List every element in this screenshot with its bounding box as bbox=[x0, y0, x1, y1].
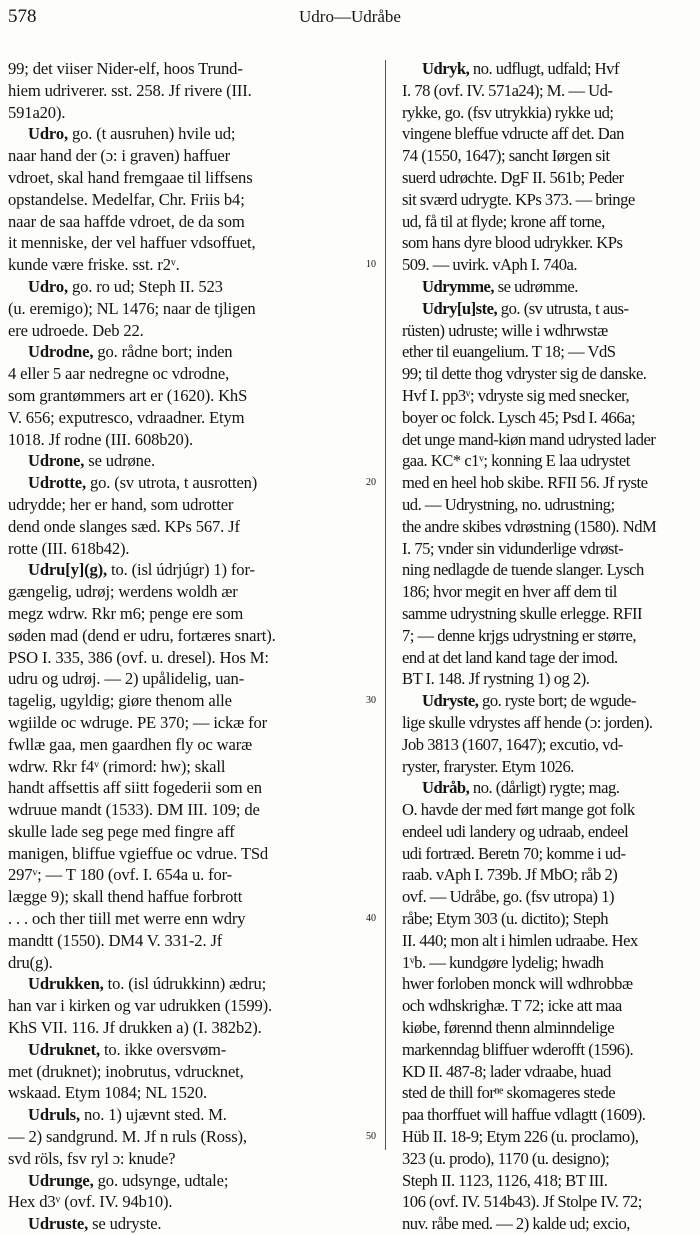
headword: Udrymme, bbox=[422, 276, 495, 296]
text-line bbox=[402, 276, 698, 298]
line-text: Steph II. 1123, 1126, 418; BT III. bbox=[402, 1170, 608, 1190]
line-text: ryster, fraryster. Etym 1026. bbox=[402, 756, 574, 776]
line-text: svd röls, fsv ryl ɔ: knude? bbox=[8, 1148, 176, 1168]
line-text: II. 440; mon alt i himlen udraabe. Hex bbox=[402, 930, 638, 950]
headword: Udrodne, bbox=[28, 342, 94, 362]
line-text: med en heel hob skibe. RFII 56. Jf ryste bbox=[402, 473, 648, 493]
line-text: 74 (1550, 1647); sancht Iørgen sit bbox=[402, 146, 610, 166]
line-text: vingene bleffue vdructe aff det. Dan bbox=[402, 124, 624, 144]
text-line bbox=[8, 516, 353, 538]
text-line bbox=[402, 102, 698, 124]
line-text: O. havde der med ført mange got folk bbox=[402, 800, 635, 820]
text-line bbox=[8, 930, 353, 952]
text-line bbox=[402, 843, 698, 865]
text-line bbox=[402, 1191, 698, 1213]
text-line bbox=[402, 1104, 698, 1126]
line-number-marker: 50 bbox=[366, 1131, 376, 1143]
text-line bbox=[8, 777, 353, 799]
left-column bbox=[8, 58, 353, 1235]
line-text: go. (sv utrusta, t aus- bbox=[497, 298, 629, 318]
line-text: se udrøne. bbox=[84, 451, 155, 471]
line-text: 186; hvor megit en hver aff dem til bbox=[402, 582, 617, 602]
line-text: go. ro ud; Steph II. 523 bbox=[67, 276, 223, 296]
line-text: Hüb II. 18-9; Etym 226 (u. proclamo), bbox=[402, 1127, 639, 1147]
text-line bbox=[402, 123, 698, 145]
line-text: 323 (u. prodo), 1170 (u. designo); bbox=[402, 1148, 610, 1168]
line-text: søden mad (dend er udru, fortæres snart). bbox=[8, 625, 276, 645]
line-text: it menniske, der vel haffuer vdsoffuet, bbox=[8, 233, 256, 253]
text-line bbox=[402, 930, 698, 952]
line-text: naar hand der (ɔ: i graven) haffuer bbox=[8, 146, 231, 166]
text-line bbox=[8, 1082, 353, 1104]
line-text: go. rådne bort; inden bbox=[93, 342, 233, 362]
text-line bbox=[8, 821, 353, 843]
line-text: fwllæ gaa, men gaardhen fly oc waræ bbox=[8, 734, 253, 754]
text-line bbox=[8, 80, 353, 102]
line-text: sit sværd udrygte. KPs 373. — bringe bbox=[402, 189, 635, 209]
line-text: megz wdrw. Rkr m6; penge ere som bbox=[8, 603, 244, 623]
column-divider bbox=[385, 60, 386, 1150]
text-line bbox=[8, 123, 353, 145]
line-text: naar de saa haffde vdroet, de da som bbox=[8, 211, 245, 231]
line-text: (u. eremigo); NL 1476; naar de tjligen bbox=[8, 298, 256, 318]
line-text: 99; til dette thog vdryster sig de danske. bbox=[402, 364, 647, 384]
text-line bbox=[402, 189, 698, 211]
headword: Udry[u]ste, bbox=[422, 298, 498, 318]
text-line bbox=[8, 1213, 353, 1235]
text-line bbox=[8, 690, 353, 712]
headword: Udru[y](g), bbox=[28, 560, 108, 580]
line-text: no. 1) ujævnt sted. M. bbox=[79, 1105, 227, 1125]
text-line bbox=[8, 581, 353, 603]
line-text: the andre skibes vdrøstning (1580). NdM bbox=[402, 516, 657, 536]
line-text: KD II. 487-8; lader vdraabe, huad bbox=[402, 1061, 611, 1081]
headword: Udryk, bbox=[422, 59, 470, 78]
text-line bbox=[8, 58, 353, 80]
text-line bbox=[8, 668, 353, 690]
text-line bbox=[8, 494, 353, 516]
line-text: — 2) sandgrund. M. Jf n ruls (Ross), bbox=[8, 1127, 247, 1147]
text-line bbox=[402, 734, 698, 756]
line-text: hiem udriverer. sst. 258. Jf rivere (III. bbox=[8, 80, 252, 100]
line-text: endeel udi landery og udraab, endeel bbox=[402, 821, 629, 841]
text-line bbox=[8, 995, 353, 1017]
line-text: ud, få til at flyde; krone aff torne, bbox=[402, 211, 605, 231]
headword: Udrone, bbox=[28, 451, 85, 471]
text-line bbox=[402, 1126, 698, 1148]
line-text: som hans dyre blood udrykker. KPs bbox=[402, 233, 623, 253]
line-text: no. (dårligt) rygte; mag. bbox=[469, 778, 620, 798]
line-text: kiøbe, førennd thenn alminndelige bbox=[402, 1018, 615, 1038]
text-line bbox=[402, 886, 698, 908]
text-line bbox=[8, 298, 353, 320]
line-number-marker: 20 bbox=[366, 477, 376, 489]
text-line bbox=[402, 429, 698, 451]
line-text: och wdhskrighæ. T 72; icke att maa bbox=[402, 996, 622, 1016]
text-line bbox=[8, 1061, 353, 1083]
line-text: lægge 9); skall thend haffue forbrott bbox=[8, 887, 243, 907]
text-line bbox=[402, 298, 698, 320]
text-line bbox=[8, 843, 353, 865]
headword: Udruls, bbox=[28, 1105, 80, 1125]
line-text: rotte (III. 618b42). bbox=[8, 538, 130, 558]
line-text: kunde være friske. sst. r2ᵛ. bbox=[8, 255, 180, 275]
text-line bbox=[8, 363, 353, 385]
line-text: go. udsynge, udtale; bbox=[93, 1170, 229, 1190]
text-line bbox=[402, 581, 698, 603]
line-text: to. (isl údrukkinn) ædru; bbox=[103, 974, 267, 994]
line-text: det unge mand-kiøn mand udrysted lader bbox=[402, 429, 656, 449]
text-line bbox=[8, 276, 353, 298]
line-text: Job 3813 (1607, 1647); excutio, vd- bbox=[402, 734, 623, 754]
line-text: mandtt (1550). DM4 V. 331-2. Jf bbox=[8, 930, 223, 950]
text-line bbox=[8, 450, 353, 472]
line-text: se udryste. bbox=[88, 1214, 162, 1234]
text-line bbox=[8, 908, 353, 930]
line-text: ere udroede. Deb 22. bbox=[8, 320, 144, 340]
line-text: to. (isl údrjúgr) 1) for- bbox=[107, 560, 255, 580]
line-text: dru(g). bbox=[8, 952, 53, 972]
text-line bbox=[8, 756, 353, 778]
text-line bbox=[8, 973, 353, 995]
line-text: ovf. — Udråbe, go. (fsv utropa) 1) bbox=[402, 887, 615, 907]
line-text: dend onde slanges sæd. KPs 567. Jf bbox=[8, 516, 240, 536]
text-line bbox=[402, 1061, 698, 1083]
line-text: 1018. Jf rodne (III. 608b20). bbox=[8, 429, 194, 449]
line-text: end at det land kand tage der imod. bbox=[402, 647, 618, 667]
line-text: 7; — denne krjgs udrystning er større, bbox=[402, 625, 637, 645]
text-line bbox=[402, 363, 698, 385]
line-number-marker: 10 bbox=[366, 259, 376, 271]
text-line bbox=[8, 102, 353, 124]
line-text: wdruue mandt (1533). DM III. 109; de bbox=[8, 800, 260, 820]
line-number-marker: 40 bbox=[366, 913, 376, 925]
line-text: boyer oc folck. Lysch 45; Psd I. 466a; bbox=[402, 407, 636, 427]
line-text: PSO I. 335, 386 (ovf. u. dresel). Hos M: bbox=[8, 647, 269, 667]
text-line bbox=[402, 450, 698, 472]
line-text: 509. — uvirk. vAph I. 740a. bbox=[402, 255, 578, 275]
text-line bbox=[402, 864, 698, 886]
line-text: wskaad. Etym 1084; NL 1520. bbox=[8, 1083, 208, 1103]
text-line bbox=[8, 712, 353, 734]
line-text: hwer forloben monck will wdhrobbæ bbox=[402, 974, 633, 994]
text-line bbox=[8, 952, 353, 974]
text-line bbox=[402, 668, 698, 690]
line-text: lige skulle vdrystes aff hende (ɔ: jorden). bbox=[402, 712, 653, 732]
text-line bbox=[402, 1213, 698, 1235]
text-line bbox=[8, 254, 353, 276]
line-text: skulle lade seg pege med fingre aff bbox=[8, 821, 235, 841]
text-line bbox=[8, 1170, 353, 1192]
text-line bbox=[402, 494, 698, 516]
line-text: I. 75; vnder sin vidunderlige vdrøst- bbox=[402, 538, 624, 558]
headword: Udro, bbox=[28, 124, 68, 144]
line-text: paa thorffuet will haffue vdlagtt (1609). bbox=[402, 1105, 646, 1125]
headword: Udrukken, bbox=[28, 974, 104, 994]
text-line bbox=[8, 1039, 353, 1061]
line-text: go. (sv utrota, t ausrotten) bbox=[85, 473, 258, 493]
line-text: se udrømme. bbox=[494, 276, 578, 296]
line-text: markenndag bliffuer wderofft (1596). bbox=[402, 1039, 634, 1059]
text-line bbox=[8, 1191, 353, 1213]
line-text: go. (t ausruhen) hvile ud; bbox=[67, 124, 236, 144]
page-number: 578 bbox=[8, 6, 37, 27]
text-line bbox=[8, 1017, 353, 1039]
text-line bbox=[8, 341, 353, 363]
text-line bbox=[402, 1082, 698, 1104]
text-line bbox=[402, 1148, 698, 1170]
text-line bbox=[402, 407, 698, 429]
text-line bbox=[402, 472, 698, 494]
line-text: . . . och ther tiill met werre enn wdry bbox=[8, 909, 246, 929]
headword: Udro, bbox=[28, 276, 68, 296]
text-line bbox=[402, 1017, 698, 1039]
text-line bbox=[8, 407, 353, 429]
line-text: manigen, bliffue vgieffue oc vdrue. TSd bbox=[8, 843, 269, 863]
text-line bbox=[8, 167, 353, 189]
text-line bbox=[402, 712, 698, 734]
text-line bbox=[402, 385, 698, 407]
line-text: som grantømmers art er (1620). KhS bbox=[8, 385, 248, 405]
text-line bbox=[402, 603, 698, 625]
text-line bbox=[402, 690, 698, 712]
text-line bbox=[402, 647, 698, 669]
line-text: råbe; Etym 303 (u. dictito); Steph bbox=[402, 909, 609, 929]
headword: Udråb, bbox=[422, 778, 470, 798]
text-line bbox=[402, 145, 698, 167]
line-text: tagelig, ugyldig; giøre thenom alle bbox=[8, 691, 232, 711]
line-text: ning nedlagde de tuende slanger. Lysch bbox=[402, 560, 644, 580]
headword: Udruknet, bbox=[28, 1039, 100, 1059]
text-line bbox=[8, 734, 353, 756]
line-text: samme udrystning skulle erlegge. RFII bbox=[402, 603, 643, 623]
line-text: KhS VII. 116. Jf drukken a) (I. 382b2). bbox=[8, 1018, 262, 1038]
text-line bbox=[402, 341, 698, 363]
line-text: Hex d3ᵛ (ovf. IV. 94b10). bbox=[8, 1192, 173, 1212]
line-text: rykke, go. (fsv utrykkia) rykke ud; bbox=[402, 102, 614, 122]
text-line bbox=[8, 145, 353, 167]
text-line bbox=[8, 320, 353, 342]
text-line bbox=[8, 603, 353, 625]
line-text: rüsten) udruste; wille i wdhrwstæ bbox=[402, 320, 608, 340]
text-line bbox=[8, 232, 353, 254]
headword: Udryste, bbox=[422, 691, 479, 711]
line-text: 1ᵛb. — kundgøre lydelig; hwadh bbox=[402, 952, 604, 972]
line-text: go. ryste bort; de wgude- bbox=[478, 691, 636, 711]
page-header bbox=[8, 6, 692, 32]
text-line bbox=[402, 211, 698, 233]
text-line bbox=[8, 559, 353, 581]
line-text: handt affsettis aff siitt fogederii som en bbox=[8, 778, 262, 798]
text-line bbox=[402, 232, 698, 254]
text-line bbox=[402, 538, 698, 560]
text-line bbox=[8, 472, 353, 494]
line-text: met (druknet); inobrutus, vdrucknet, bbox=[8, 1061, 244, 1081]
text-line bbox=[8, 799, 353, 821]
text-line bbox=[402, 58, 698, 80]
text-line bbox=[402, 625, 698, 647]
text-line bbox=[402, 1170, 698, 1192]
line-text: to. ikke oversvøm- bbox=[99, 1039, 227, 1059]
text-line bbox=[8, 385, 353, 407]
headword: Udruste, bbox=[28, 1214, 89, 1234]
text-line bbox=[8, 647, 353, 669]
line-text: ud. — Udrystning, no. udrustning; bbox=[402, 494, 615, 514]
headword: Udrotte, bbox=[28, 473, 86, 493]
line-text: udrydde; her er hand, som udrotter bbox=[8, 494, 234, 514]
line-text: 297ᵛ; — T 180 (ovf. I. 654a u. for- bbox=[8, 865, 233, 885]
text-line bbox=[402, 952, 698, 974]
text-line bbox=[8, 1104, 353, 1126]
line-text: ether til euangelium. T 18; — VdS bbox=[402, 342, 616, 362]
line-text: I. 78 (ovf. IV. 571a24); M. — Ud- bbox=[402, 80, 613, 100]
line-text: udi fortræd. Beretn 70; komme i ud- bbox=[402, 843, 626, 863]
line-text: 106 (ovf. IV. 514b43). Jf Stolpe IV. 72; bbox=[402, 1192, 642, 1212]
text-line bbox=[402, 167, 698, 189]
text-line bbox=[8, 189, 353, 211]
text-line bbox=[402, 1039, 698, 1061]
text-line bbox=[402, 973, 698, 995]
text-line bbox=[402, 756, 698, 778]
text-line bbox=[402, 995, 698, 1017]
text-line bbox=[402, 559, 698, 581]
line-text: Hvf I. pp3ᵛ; vdryste sig med snecker, bbox=[402, 385, 630, 405]
text-line bbox=[402, 777, 698, 799]
line-text: gaa. KC* c1ᵛ; konning E laa udrystet bbox=[402, 451, 630, 471]
text-line bbox=[8, 1126, 353, 1148]
text-line bbox=[8, 864, 353, 886]
text-line bbox=[402, 320, 698, 342]
text-line bbox=[402, 80, 698, 102]
text-line bbox=[402, 516, 698, 538]
line-text: opstandelse. Medelfar, Chr. Friis b4; bbox=[8, 189, 245, 209]
line-text: nuv. råbe med. — 2) kalde ud; excio, bbox=[402, 1214, 630, 1234]
line-number-marker: 30 bbox=[366, 695, 376, 707]
line-text: suerd udrøchte. DgF II. 561b; Peder bbox=[402, 167, 624, 187]
line-text: udru og udrøj. — 2) upålidelig, uan- bbox=[8, 669, 245, 689]
text-line bbox=[402, 821, 698, 843]
line-text: wdrw. Rkr f4ᵛ (rimord: hw); skall bbox=[8, 756, 226, 776]
text-line bbox=[402, 254, 698, 276]
text-line bbox=[8, 538, 353, 560]
line-text: V. 656; exputresco, vdraadner. Etym bbox=[8, 407, 245, 427]
line-text: raab. vAph I. 739b. Jf MbO; råb 2) bbox=[402, 865, 618, 885]
line-text: 99; det viiser Nider-elf, hoos Trund- bbox=[8, 59, 243, 78]
line-text: vdroet, skal hand fremgaae til liffsens bbox=[8, 167, 253, 187]
line-text: BT I. 148. Jf rystning 1) og 2). bbox=[402, 669, 590, 689]
text-line bbox=[8, 211, 353, 233]
text-line bbox=[8, 886, 353, 908]
line-text: sted de thill forⁿᵉ skomageres stede bbox=[402, 1083, 616, 1103]
line-text: gængelig, udrøj; werdens woldh ær bbox=[8, 582, 238, 602]
right-column bbox=[402, 58, 698, 1235]
text-line bbox=[402, 799, 698, 821]
line-text: han var i kirken og var udrukken (1599). bbox=[8, 996, 273, 1016]
line-text: 591a20). bbox=[8, 102, 66, 122]
headword: Udrunge, bbox=[28, 1170, 94, 1190]
line-text: 4 eller 5 aar nedregne oc vdrodne, bbox=[8, 364, 230, 384]
running-title: Udro—Udråbe bbox=[299, 7, 401, 26]
line-text: wgiilde oc wdruge. PE 370; — ickæ for bbox=[8, 712, 267, 732]
text-line bbox=[402, 908, 698, 930]
text-line bbox=[8, 625, 353, 647]
text-line bbox=[8, 429, 353, 451]
line-text: no. udflugt, udfald; Hvf bbox=[469, 59, 619, 78]
text-line bbox=[8, 1148, 353, 1170]
